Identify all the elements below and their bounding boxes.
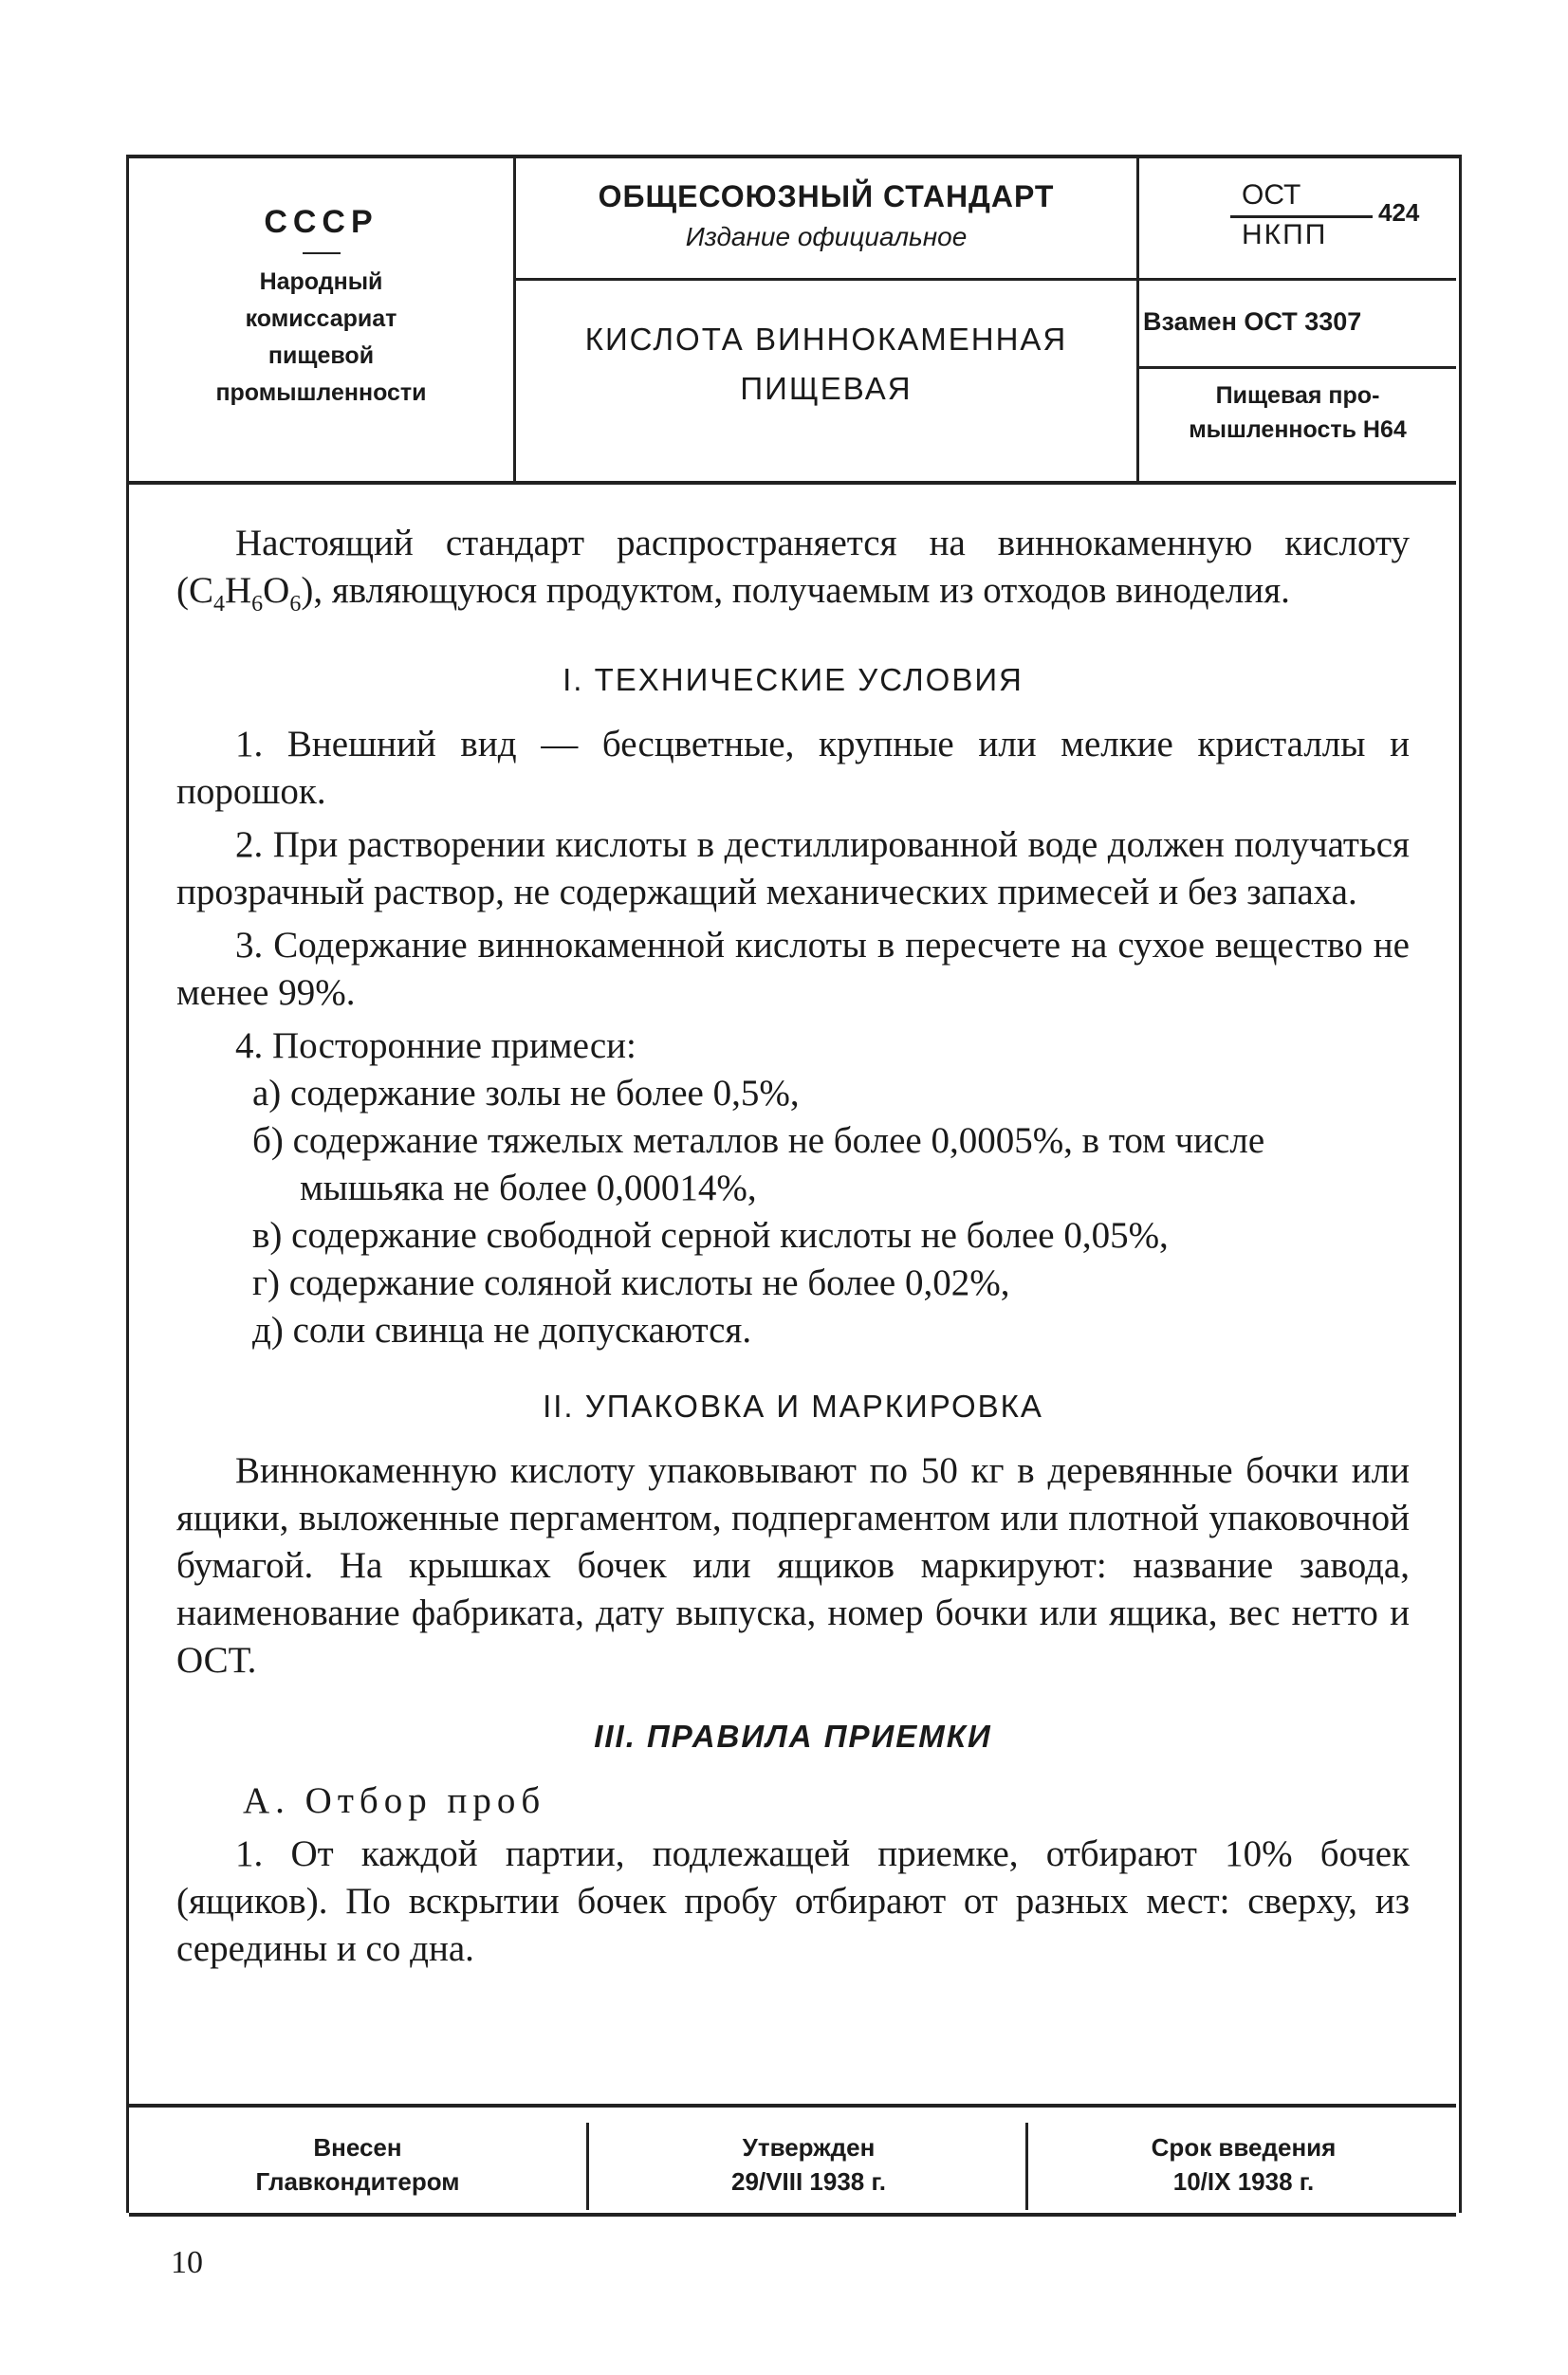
header-rule (129, 481, 1456, 485)
section-title: III. ПРАВИЛА ПРИЕМКИ (594, 1718, 992, 1754)
standard-title: ОБЩЕСОЮЗНЫЙ СТАНДАРТ (598, 179, 1055, 213)
footer-rule (129, 2213, 1456, 2217)
sub-clause: б) содержание тяжелых металлов не более 0,0005%, в том числе мышьяка не более 0,00014%, (252, 1119, 1265, 1208)
ost-number: 424 (1378, 198, 1420, 227)
document-body (176, 520, 1410, 1973)
standard-type (516, 158, 1136, 281)
introduced-by: Внесен Главкондитером (129, 2123, 589, 2210)
page-number: 10 (171, 2245, 203, 2280)
sub-clause: в) содержание свободной серной кислоты не более 0,05%, (252, 1214, 1169, 1256)
subsection-title: А. Отбор проб (243, 1779, 546, 1821)
commissariat-name: Народный комиссариат пищевой промышленности (215, 268, 427, 406)
footer-rule (129, 2104, 1456, 2108)
clause: Виннокаменную кислоту упаковывают по 50 кг в деревянные бочки или ящики, выложенные пергаментом, подпергаментом или плотной упаковочной бумагой. На крышках бочек или ящиков маркируют: название завода, наименование фабриката, дату выпуска, номер бочки или ящика, вес нетто и ОСТ. (176, 1449, 1410, 1681)
industry-code: Пищевая про- мышленность Н64 (1189, 382, 1407, 443)
edition-label: Издание официальное (685, 222, 968, 251)
effective-date: Срок введения 10/IX 1938 г. (1151, 2133, 1337, 2196)
divider (303, 252, 341, 254)
clause: 2. При растворении кислоты в дестиллированной воде должен получаться прозрачный раствор, не содержащий механических примесей и без запаха. (176, 823, 1410, 912)
clause: 4. Посторонние примеси: (235, 1024, 636, 1066)
ost-code: ОСТ НКПП 424 (1139, 158, 1456, 281)
country-label: СССР (264, 204, 378, 240)
clause: 1. От каждой партии, подлежащей приемке, отбирают 10% бочек (ящиков). По вскрытии бочек пробу отбирают от разных мест: сверху, из середины и со дна. (176, 1832, 1410, 1969)
replaces-standard: Взамен ОСТ 3307 (1139, 281, 1456, 369)
clause: 3. Содержание виннокаменной кислоты в пересчете на сухое вещество не менее 99%. (176, 924, 1410, 1013)
clause: 1. Внешний вид — бесцветные, крупные или мелкие кристаллы и порошок. (176, 723, 1410, 812)
section-title: II. УПАКОВКА И МАРКИРОВКА (543, 1388, 1043, 1424)
sub-clause: г) содержание соляной кислоты не более 0,02%, (252, 1261, 1010, 1303)
code-block (1139, 158, 1456, 481)
intro-paragraph: Настоящий стандарт распространяется на виннокаменную кислоту $(C_4H_6O_6)$, являющуюся продуктом, получаемым из отходов виноделия. (176, 523, 1410, 617)
standard-footer (129, 2123, 1456, 2210)
approved-date: Утвержден 29/VIII 1938 г. (592, 2123, 1028, 2210)
standard-header (129, 158, 1456, 481)
section-title: I. ТЕХНИЧЕСКИЕ УСЛОВИЯ (563, 661, 1024, 697)
issuer-block (129, 158, 516, 481)
title-block (516, 158, 1139, 481)
sub-clause: д) соли свинца не допускаются. (252, 1309, 752, 1351)
sub-clause: а) содержание золы не более 0,5%, (252, 1072, 800, 1114)
product-name: КИСЛОТА ВИННОКАМЕННАЯ ПИЩЕВАЯ (584, 322, 1068, 406)
